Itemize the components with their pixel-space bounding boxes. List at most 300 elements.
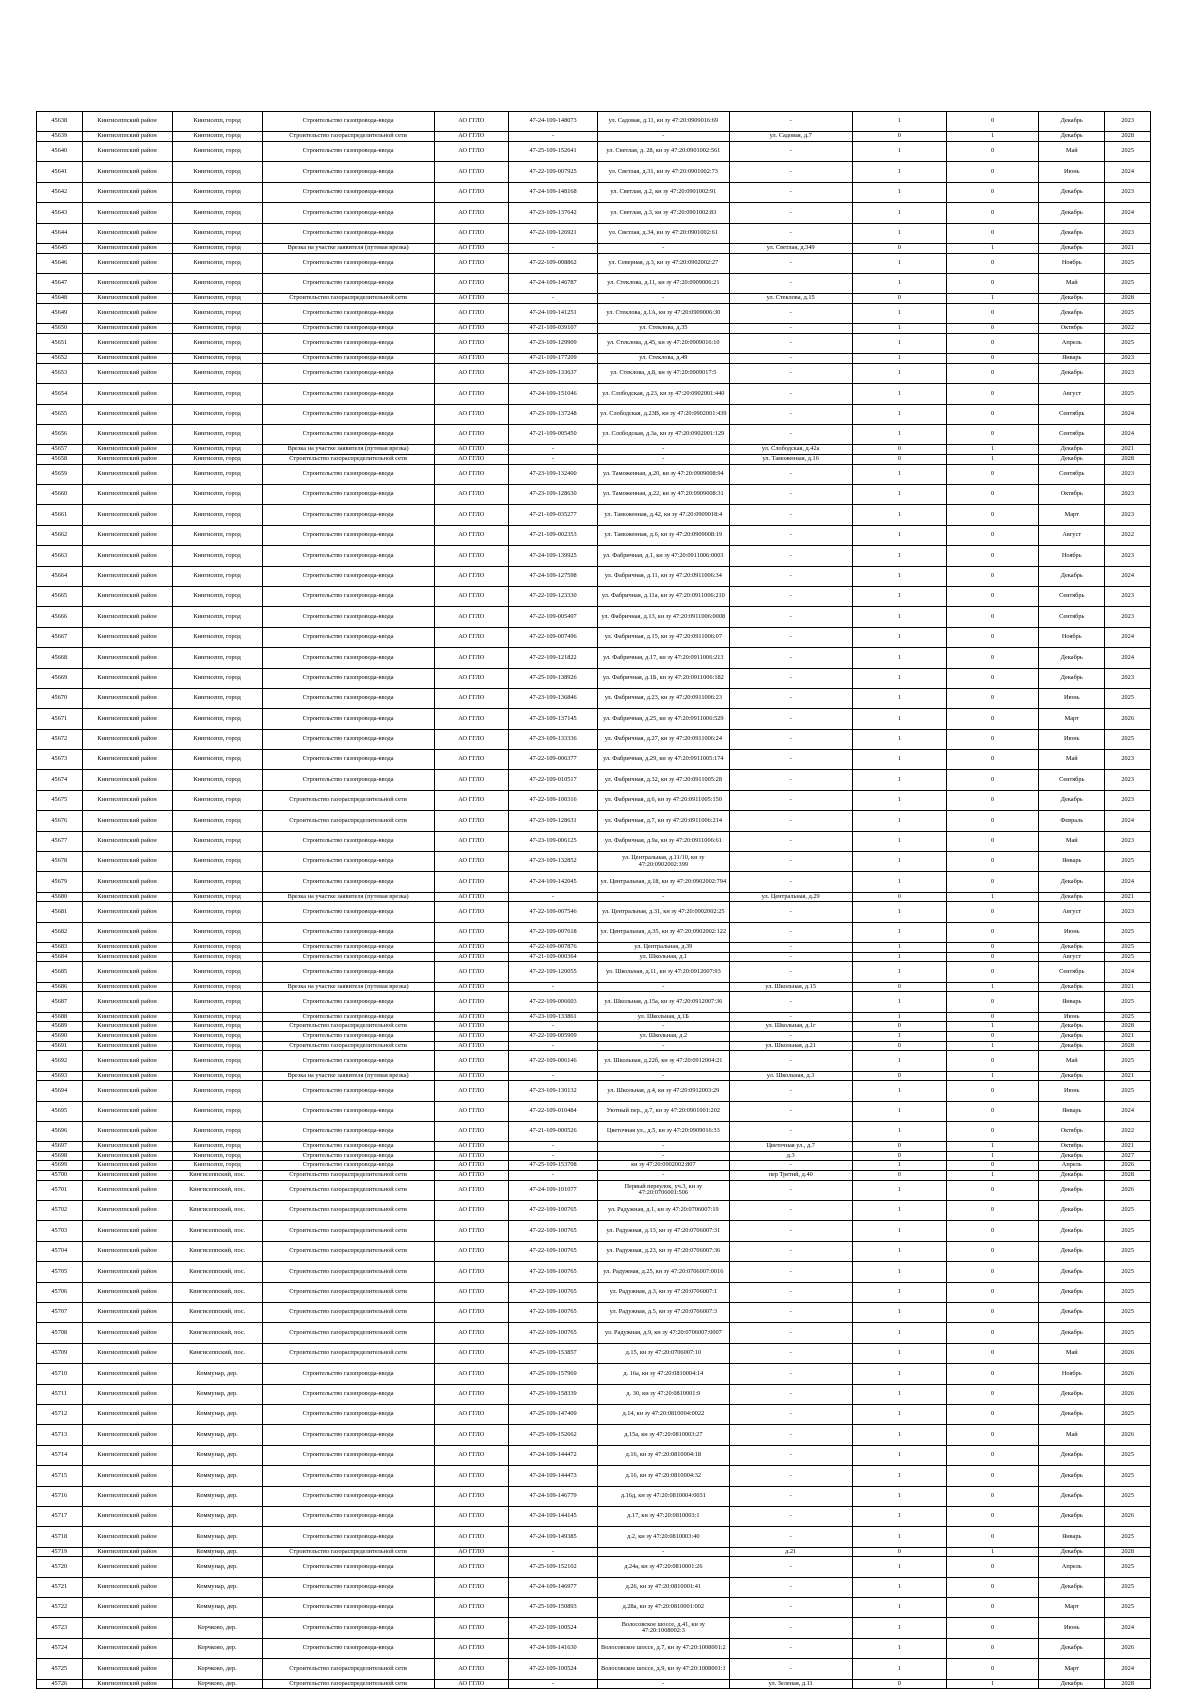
cell-application-number: 47-25-109-158339	[509, 1384, 598, 1404]
cell-count-inputs: 1	[852, 1638, 946, 1658]
cell-address-cadastral: ул. Радужная, д.23, кн зу 47:20:0706007:36	[598, 1241, 729, 1261]
cell-district: Кингисеппский район	[82, 688, 172, 708]
cell-year: 2025	[1105, 1262, 1151, 1282]
cell-settlement: Кингисепп, город	[172, 505, 262, 525]
cell-settlement: Кингисеппский, пос.	[172, 1241, 262, 1261]
cell-row-number: 45690	[37, 1031, 83, 1041]
cell-work-type: Строительство газопровода-ввода	[262, 273, 434, 293]
cell-application-number: 47-24-109-141630	[509, 1638, 598, 1658]
cell-address: -	[729, 852, 852, 872]
cell-organization: АО ГГЛО	[434, 1151, 509, 1161]
cell-work-type: Врезка на участке заявителя (путевая врезка)	[262, 982, 434, 992]
cell-application-number: 47-22-109-006146	[509, 1051, 598, 1071]
cell-month: Апрель	[1039, 1161, 1105, 1171]
cell-district: Кингисеппский район	[82, 182, 172, 202]
cell-year: 2025	[1105, 1241, 1151, 1261]
cell-row-number: 45655	[37, 404, 83, 424]
cell-count-network: 1	[946, 455, 1038, 465]
cell-row-number: 45722	[37, 1598, 83, 1618]
cell-settlement: Кингисепп, город	[172, 1012, 262, 1022]
cell-month: Июнь	[1039, 1618, 1105, 1638]
cell-application-number: 47-21-109-000364	[509, 952, 598, 962]
cell-organization: АО ГГЛО	[434, 1012, 509, 1022]
cell-work-type: Строительство газопровода-ввода	[262, 404, 434, 424]
cell-address: -	[729, 1031, 852, 1041]
cell-year: 2023	[1105, 505, 1151, 525]
cell-count-network: 0	[946, 811, 1038, 831]
cell-address: -	[729, 750, 852, 770]
cell-address-cadastral: ул. Таможенная, д.22, кн зу 47:20:0909008:31	[598, 485, 729, 505]
cell-address-cadastral: д.15а, кн зу 47:20:0810003:27	[598, 1425, 729, 1445]
cell-row-number: 45697	[37, 1142, 83, 1152]
cell-application-number: 47-24-109-149385	[509, 1527, 598, 1547]
cell-row-number: 45659	[37, 464, 83, 484]
cell-work-type: Строительство газопровода-ввода	[262, 952, 434, 962]
cell-address: -	[729, 425, 852, 445]
cell-address-cadastral: д.24а, кн зу 47:20:0810001:26	[598, 1557, 729, 1577]
cell-year: 2023	[1105, 485, 1151, 505]
cell-count-network: 1	[946, 132, 1038, 142]
cell-district: Кингисеппский район	[82, 1012, 172, 1022]
cell-work-type: Строительство газопровода-ввода	[262, 1101, 434, 1121]
cell-address-cadastral: ул. Школьная, д.2	[598, 1031, 729, 1041]
cell-address-cadastral: ул. Школьная, д.22б, кн зу 47:20:0912004:21	[598, 1051, 729, 1071]
cell-year: 2028	[1105, 132, 1151, 142]
cell-address: -	[729, 1404, 852, 1424]
cell-work-type: Строительство газораспределительной сети	[262, 1303, 434, 1323]
cell-row-number: 45658	[37, 455, 83, 465]
cell-district: Кингисеппский район	[82, 1121, 172, 1141]
table-row	[37, 688, 1151, 708]
cell-work-type: Строительство газопровода-ввода	[262, 962, 434, 982]
cell-address-cadastral: Волосовское шоссе, д.41, кн зу 47:20:1008002:3	[598, 1618, 729, 1638]
table-row	[37, 1364, 1151, 1384]
cell-application-number: -	[509, 294, 598, 304]
cell-count-inputs: 1	[852, 1506, 946, 1526]
cell-address: -	[729, 1051, 852, 1071]
cell-count-inputs: 1	[852, 729, 946, 749]
cell-count-network: 0	[946, 223, 1038, 243]
cell-month: Декабрь	[1039, 668, 1105, 688]
cell-organization: АО ГГЛО	[434, 811, 509, 831]
cell-organization: АО ГГЛО	[434, 1425, 509, 1445]
cell-count-inputs: 0	[852, 294, 946, 304]
cell-month: Сентябрь	[1039, 404, 1105, 424]
cell-count-network: 0	[946, 354, 1038, 364]
table-row	[37, 273, 1151, 293]
cell-work-type: Строительство газопровода-ввода	[262, 485, 434, 505]
cell-settlement: Кингисепп, город	[172, 627, 262, 647]
cell-district: Кингисеппский район	[82, 1638, 172, 1658]
cell-year: 2023	[1105, 770, 1151, 790]
cell-month: Декабрь	[1039, 1151, 1105, 1161]
cell-work-type: Строительство газопровода-ввода	[262, 363, 434, 383]
cell-work-type: Строительство газопровода-ввода	[262, 872, 434, 892]
cell-row-number: 45692	[37, 1051, 83, 1071]
cell-row-number: 45698	[37, 1151, 83, 1161]
cell-settlement: Кингисепп, город	[172, 223, 262, 243]
cell-organization: АО ГГЛО	[434, 1547, 509, 1557]
cell-settlement: Кингисепп, город	[172, 525, 262, 545]
cell-month: Декабрь	[1039, 566, 1105, 586]
cell-settlement: Кингисеппский, пос.	[172, 1303, 262, 1323]
cell-settlement: Кингисепп, город	[172, 982, 262, 992]
cell-year: 2025	[1105, 852, 1151, 872]
cell-settlement: Коммунар, дер.	[172, 1466, 262, 1486]
table-row	[37, 831, 1151, 851]
cell-count-network: 0	[946, 952, 1038, 962]
cell-month: Январь	[1039, 852, 1105, 872]
cell-application-number: 47-24-109-127598	[509, 566, 598, 586]
cell-address: -	[729, 1012, 852, 1022]
cell-organization: АО ГГЛО	[434, 1343, 509, 1363]
cell-application-number: 47-23-109-137642	[509, 203, 598, 223]
cell-count-inputs: 1	[852, 1364, 946, 1384]
cell-address-cadastral: -	[598, 243, 729, 253]
cell-count-network: 0	[946, 1425, 1038, 1445]
cell-organization: АО ГГЛО	[434, 1282, 509, 1302]
cell-month: Декабрь	[1039, 1303, 1105, 1323]
cell-settlement: Кингисепп, город	[172, 273, 262, 293]
cell-address-cadastral: ул. Центральная, д.39	[598, 943, 729, 953]
cell-month: Декабрь	[1039, 1201, 1105, 1221]
cell-settlement: Кингисепп, город	[172, 425, 262, 445]
cell-application-number: 47-22-109-005909	[509, 1031, 598, 1041]
cell-address: -	[729, 1241, 852, 1261]
cell-address-cadastral: ул. Фабричная, д.32, кн зу 47:20:0911005:28	[598, 770, 729, 790]
cell-settlement: Кингисепп, город	[172, 445, 262, 455]
cell-district: Кингисеппский район	[82, 872, 172, 892]
cell-count-inputs: 1	[852, 607, 946, 627]
cell-month: Декабрь	[1039, 1679, 1105, 1689]
cell-year: 2026	[1105, 1506, 1151, 1526]
cell-address-cadastral: ул. Стеклова, д.8, кн зу 47:20:0909017:5	[598, 363, 729, 383]
cell-count-inputs: 1	[852, 354, 946, 364]
cell-district: Кингисеппский район	[82, 1506, 172, 1526]
cell-year: 2023	[1105, 607, 1151, 627]
cell-work-type: Строительство газораспределительной сети	[262, 811, 434, 831]
table-row	[37, 1071, 1151, 1081]
cell-application-number: 47-25-109-157969	[509, 1364, 598, 1384]
cell-address: -	[729, 485, 852, 505]
cell-settlement: Кингисепп, город	[172, 1051, 262, 1071]
cell-organization: АО ГГЛО	[434, 354, 509, 364]
cell-application-number: 47-22-109-005497	[509, 607, 598, 627]
cell-count-inputs: 1	[852, 1598, 946, 1618]
cell-month: Март	[1039, 1598, 1105, 1618]
cell-application-number: 47-23-109-133861	[509, 1012, 598, 1022]
table-row	[37, 1180, 1151, 1200]
cell-count-inputs: 1	[852, 1384, 946, 1404]
cell-count-network: 0	[946, 1486, 1038, 1506]
cell-settlement: Коммунар, дер.	[172, 1506, 262, 1526]
cell-work-type: Строительство газопровода-ввода	[262, 586, 434, 606]
cell-row-number: 45644	[37, 223, 83, 243]
cell-address-cadastral: ул. Фабричная, д.9а, кн зу 47:20:0911006:61	[598, 831, 729, 851]
cell-row-number: 45689	[37, 1022, 83, 1032]
cell-application-number: -	[509, 1142, 598, 1152]
cell-count-network: 0	[946, 1221, 1038, 1241]
cell-organization: АО ГГЛО	[434, 1557, 509, 1577]
cell-organization: АО ГГЛО	[434, 303, 509, 323]
cell-application-number: 47-23-109-133336	[509, 729, 598, 749]
table-row	[37, 1557, 1151, 1577]
cell-count-network: 0	[946, 1598, 1038, 1618]
cell-month: Декабрь	[1039, 363, 1105, 383]
cell-address: -	[729, 566, 852, 586]
table-row	[37, 294, 1151, 304]
cell-application-number: 47-21-109-002353	[509, 525, 598, 545]
cell-settlement: Кингисепп, город	[172, 790, 262, 810]
cell-count-network: 0	[946, 1618, 1038, 1638]
cell-row-number: 45650	[37, 324, 83, 334]
cell-row-number: 45710	[37, 1364, 83, 1384]
cell-address-cadastral: -	[598, 1022, 729, 1032]
cell-count-network: 0	[946, 162, 1038, 182]
cell-row-number: 45672	[37, 729, 83, 749]
cell-row-number: 45694	[37, 1081, 83, 1101]
cell-settlement: Кингисеппский, пос.	[172, 1221, 262, 1241]
cell-year: 2023	[1105, 546, 1151, 566]
cell-count-network: 0	[946, 1506, 1038, 1526]
cell-district: Кингисеппский район	[82, 546, 172, 566]
cell-settlement: Кингисепп, город	[172, 333, 262, 353]
cell-application-number: 47-21-109-177209	[509, 354, 598, 364]
cell-year: 2025	[1105, 1445, 1151, 1465]
cell-year: 2026	[1105, 1161, 1151, 1171]
cell-row-number: 45713	[37, 1425, 83, 1445]
cell-settlement: Кингисепп, город	[172, 852, 262, 872]
cell-work-type: Строительство газораспределительной сети	[262, 1180, 434, 1200]
cell-count-network: 0	[946, 404, 1038, 424]
cell-count-inputs: 1	[852, 627, 946, 647]
cell-district: Кингисеппский район	[82, 1303, 172, 1323]
table-row	[37, 1221, 1151, 1241]
cell-settlement: Кингисеппский, пос.	[172, 1282, 262, 1302]
table-row	[37, 811, 1151, 831]
cell-settlement: Кингисепп, город	[172, 962, 262, 982]
cell-organization: АО ГГЛО	[434, 1506, 509, 1526]
cell-organization: АО ГГЛО	[434, 1180, 509, 1200]
cell-settlement: Кингисепп, город	[172, 668, 262, 688]
cell-address-cadastral: ул. Светлая, д.3, кн зу 47:20:0901002:83	[598, 203, 729, 223]
cell-organization: АО ГГЛО	[434, 1466, 509, 1486]
table-row	[37, 770, 1151, 790]
table-row	[37, 943, 1151, 953]
cell-district: Кингисеппский район	[82, 1577, 172, 1597]
table-row	[37, 872, 1151, 892]
cell-count-inputs: 0	[852, 1041, 946, 1051]
cell-count-inputs: 1	[852, 333, 946, 353]
cell-year: 2025	[1105, 1081, 1151, 1101]
cell-address-cadastral: ул. Стеклова, д.45, кн зу 47:20:0909016:10	[598, 333, 729, 353]
cell-district: Кингисеппский район	[82, 831, 172, 851]
cell-count-network: 0	[946, 1384, 1038, 1404]
cell-work-type: Строительство газопровода-ввода	[262, 1384, 434, 1404]
cell-address: -	[729, 992, 852, 1012]
cell-year: 2025	[1105, 729, 1151, 749]
cell-organization: АО ГГЛО	[434, 1142, 509, 1152]
cell-address-cadastral: Уютный пер., д.7, кн зу 47:20:0901001:202	[598, 1101, 729, 1121]
cell-count-network: 0	[946, 566, 1038, 586]
cell-count-inputs: 0	[852, 892, 946, 902]
cell-address-cadastral: ул. Школьная, д.11, кн зу 47:20:0912007:93	[598, 962, 729, 982]
cell-address-cadastral: ул. Радужная, д.25, кн зу 47:20:0706007:0016	[598, 1262, 729, 1282]
cell-month: Март	[1039, 505, 1105, 525]
cell-district: Кингисеппский район	[82, 648, 172, 668]
cell-month: Декабрь	[1039, 294, 1105, 304]
cell-year: 2023	[1105, 464, 1151, 484]
cell-count-inputs: 1	[852, 425, 946, 445]
cell-settlement: Коммунар, дер.	[172, 1364, 262, 1384]
cell-month: Июнь	[1039, 1081, 1105, 1101]
cell-count-inputs: 1	[852, 203, 946, 223]
cell-work-type: Врезка на участке заявителя (путевая врезка)	[262, 445, 434, 455]
cell-count-inputs: 1	[852, 831, 946, 851]
cell-address-cadastral: ул. Фабричная, д.1, кн зу 47:20:0911006:0003	[598, 546, 729, 566]
cell-year: 2026	[1105, 709, 1151, 729]
cell-settlement: Кингисепп, город	[172, 872, 262, 892]
cell-count-inputs: 0	[852, 1547, 946, 1557]
cell-month: Ноябрь	[1039, 253, 1105, 273]
cell-district: Кингисеппский район	[82, 1022, 172, 1032]
cell-district: Кингисеппский район	[82, 1425, 172, 1445]
cell-settlement: Кингисепп, город	[172, 1101, 262, 1121]
cell-work-type: Строительство газопровода-ввода	[262, 627, 434, 647]
cell-district: Кингисеппский район	[82, 505, 172, 525]
cell-district: Кингисеппский район	[82, 1445, 172, 1465]
cell-address-cadastral: Первый переулок, уч.3, кн зу 47:20:0706001:506	[598, 1180, 729, 1200]
cell-count-inputs: 0	[852, 1171, 946, 1181]
cell-district: Кингисеппский район	[82, 455, 172, 465]
cell-address-cadastral: д. 30, кн зу 47:20:0810001:9	[598, 1384, 729, 1404]
cell-address: -	[729, 1577, 852, 1597]
cell-address: -	[729, 162, 852, 182]
cell-organization: АО ГГЛО	[434, 962, 509, 982]
table-row	[37, 1506, 1151, 1526]
cell-month: Январь	[1039, 1527, 1105, 1547]
cell-count-network: 0	[946, 1659, 1038, 1679]
cell-count-inputs: 1	[852, 852, 946, 872]
cell-district: Кингисеппский район	[82, 363, 172, 383]
cell-work-type: Строительство газораспределительной сети	[262, 1323, 434, 1343]
cell-row-number: 45651	[37, 333, 83, 353]
cell-work-type: Строительство газопровода-ввода	[262, 1598, 434, 1618]
cell-district: Кингисеппский район	[82, 223, 172, 243]
cell-row-number: 45706	[37, 1282, 83, 1302]
cell-address: -	[729, 962, 852, 982]
table-row	[37, 586, 1151, 606]
cell-settlement: Кингисепп, город	[172, 892, 262, 902]
table-row	[37, 1638, 1151, 1658]
cell-address: ул. Стеклова, д.15	[729, 294, 852, 304]
table-row	[37, 1121, 1151, 1141]
cell-address-cadastral: ул. Таможенная, д.6, кн зу 47:20:0909008:19	[598, 525, 729, 545]
cell-organization: АО ГГЛО	[434, 1679, 509, 1689]
table-row	[37, 1618, 1151, 1638]
cell-count-network: 1	[946, 1022, 1038, 1032]
cell-work-type: Строительство газопровода-ввода	[262, 1486, 434, 1506]
cell-count-network: 0	[946, 1262, 1038, 1282]
cell-settlement: Кингисепп, город	[172, 750, 262, 770]
cell-address-cadastral: -	[598, 132, 729, 142]
cell-month: Май	[1039, 273, 1105, 293]
cell-application-number: -	[509, 982, 598, 992]
cell-work-type: Строительство газопровода-ввода	[262, 505, 434, 525]
cell-count-network: 0	[946, 384, 1038, 404]
cell-address: ул. Таможенная, д.16	[729, 455, 852, 465]
cell-district: Кингисеппский район	[82, 1364, 172, 1384]
cell-count-inputs: 1	[852, 464, 946, 484]
cell-year: 2022	[1105, 525, 1151, 545]
cell-year: 2026	[1105, 1638, 1151, 1658]
cell-address-cadastral: ул. Фабричная, д.17, кн зу 47:20:0911006:213	[598, 648, 729, 668]
cell-district: Кингисеппский район	[82, 1404, 172, 1424]
cell-settlement: Кингисепп, город	[172, 1041, 262, 1051]
cell-settlement: Кингисепп, город	[172, 203, 262, 223]
cell-count-network: 0	[946, 363, 1038, 383]
cell-district: Кингисеппский район	[82, 1142, 172, 1152]
cell-year: 2024	[1105, 811, 1151, 831]
cell-application-number: 47-24-109-142045	[509, 872, 598, 892]
cell-count-network: 0	[946, 1282, 1038, 1302]
cell-address: -	[729, 1262, 852, 1282]
cell-application-number: 47-25-109-147409	[509, 1404, 598, 1424]
cell-settlement: Корчково, дер.	[172, 1638, 262, 1658]
cell-district: Кингисеппский район	[82, 902, 172, 922]
cell-organization: АО ГГЛО	[434, 1404, 509, 1424]
table-row	[37, 1142, 1151, 1152]
cell-month: Сентябрь	[1039, 607, 1105, 627]
cell-address: -	[729, 253, 852, 273]
cell-address-cadastral: ул. Фабричная, д.27, кн зу 47:20:0911006:24	[598, 729, 729, 749]
cell-work-type: Врезка на участке заявителя (путевая врезка)	[262, 1071, 434, 1081]
cell-address-cadastral: Волосовское шоссе, д.7, кн зу 47:20:1008001:2	[598, 1638, 729, 1658]
cell-work-type: Строительство газопровода-ввода	[262, 141, 434, 161]
cell-count-inputs: 1	[852, 1303, 946, 1323]
cell-organization: АО ГГЛО	[434, 1384, 509, 1404]
cell-year: 2021	[1105, 243, 1151, 253]
cell-district: Кингисеппский район	[82, 445, 172, 455]
cell-year: 2024	[1105, 1101, 1151, 1121]
cell-year: 2025	[1105, 273, 1151, 293]
cell-month: Декабрь	[1039, 1241, 1105, 1261]
cell-address: -	[729, 770, 852, 790]
cell-address: -	[729, 1425, 852, 1445]
cell-count-network: 0	[946, 303, 1038, 323]
cell-organization: АО ГГЛО	[434, 1659, 509, 1679]
cell-count-network: 0	[946, 1031, 1038, 1041]
cell-application-number: -	[509, 1679, 598, 1689]
cell-organization: АО ГГЛО	[434, 770, 509, 790]
cell-organization: АО ГГЛО	[434, 294, 509, 304]
cell-row-number: 45683	[37, 943, 83, 953]
cell-year: 2023	[1105, 902, 1151, 922]
cell-address: -	[729, 1618, 852, 1638]
cell-work-type: Врезка на участке заявителя (путевая врезка)	[262, 892, 434, 902]
cell-address: ул. Зеленая, д.11	[729, 1679, 852, 1689]
cell-district: Кингисеппский район	[82, 852, 172, 872]
cell-application-number: 47-22-109-006603	[509, 992, 598, 1012]
cell-row-number: 45675	[37, 790, 83, 810]
cell-application-number: 47-22-109-007496	[509, 627, 598, 647]
cell-address-cadastral: ул. Светлая, д.31, кн зу 47:20:0901002:73	[598, 162, 729, 182]
cell-application-number: 47-22-109-100765	[509, 1201, 598, 1221]
cell-address: ул. Школьная, д.3	[729, 1071, 852, 1081]
cell-count-network: 0	[946, 1404, 1038, 1424]
cell-work-type: Строительство газопровода-ввода	[262, 1364, 434, 1384]
cell-work-type: Строительство газопровода-ввода	[262, 688, 434, 708]
